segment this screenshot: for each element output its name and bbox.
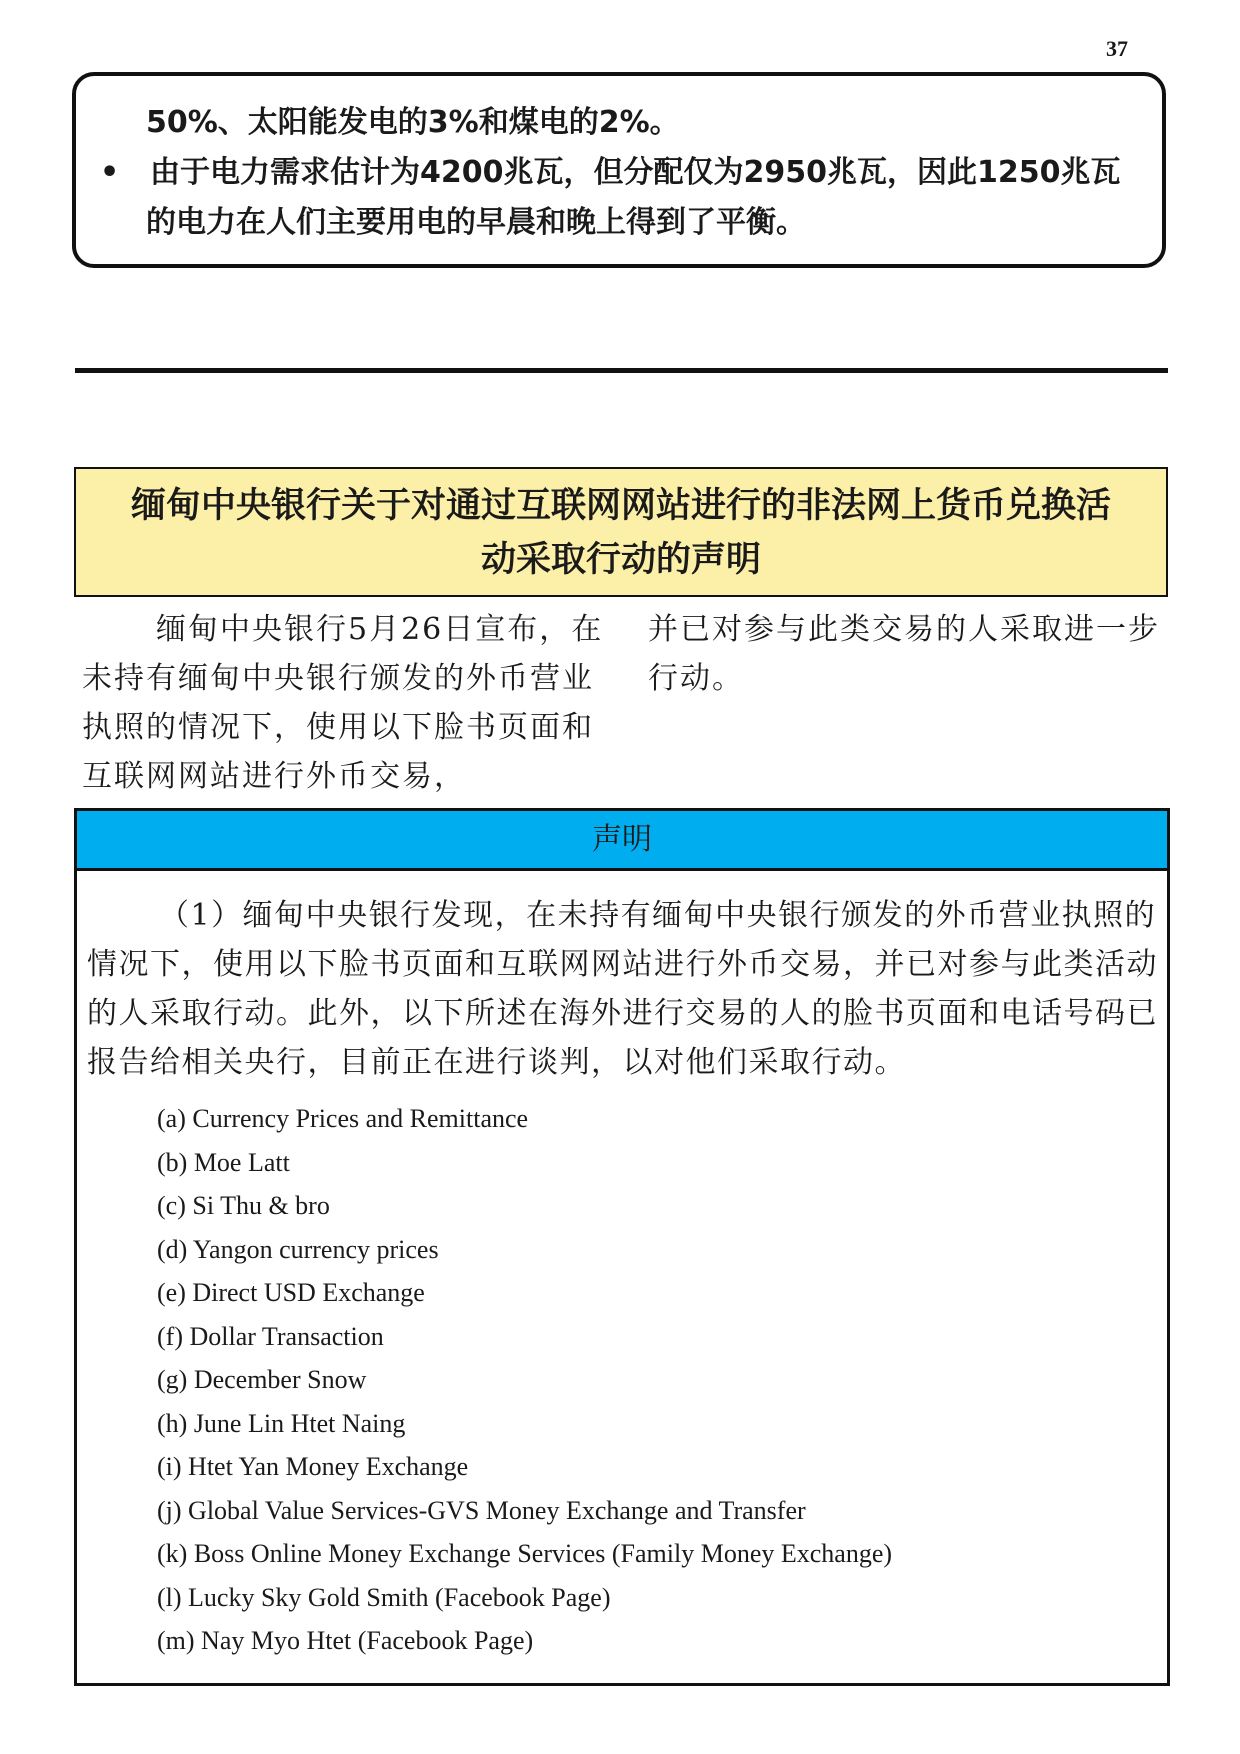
- section-divider: [75, 368, 1168, 373]
- list-item: (d) Yangon currency prices: [157, 1234, 439, 1264]
- list-item: (j) Global Value Services-GVS Money Exchange and Transfer: [157, 1495, 806, 1525]
- callout-bullet-item: [96, 148, 1142, 198]
- list-item: (k) Boss Online Money Exchange Services (Family Money Exchange): [157, 1539, 893, 1568]
- list-item: (f) Dollar Transaction: [157, 1321, 384, 1351]
- declaration-header: 声明: [77, 811, 1167, 871]
- intro-right-column: 并已对参与此类交易的人采取进一步行动。: [648, 612, 1160, 696]
- list-item: (b) Moe Latt: [157, 1147, 290, 1177]
- intro-left-column: 缅甸中央银行5月26日宣布，在未持有缅甸中央银行颁发的外币营业执照的情况下，使用以下脸书页面和互联网网站进行外币交易，: [82, 612, 604, 794]
- headline-line: 动采取行动的声明: [480, 540, 761, 580]
- callout-line: 50%、太阳能发电的3%和煤电的2%。: [146, 105, 680, 140]
- list-item: (h) June Lin Htet Naing: [157, 1408, 406, 1438]
- list-item: (c) Si Thu & bro: [157, 1191, 330, 1220]
- page-number: 37: [1106, 36, 1128, 61]
- list-item: (l) Lucky Sky Gold Smith (Facebook Page): [157, 1582, 611, 1612]
- article-headline: [74, 467, 1168, 597]
- declaration-paragraph: （1）缅甸中央银行发现，在未持有缅甸中央银行颁发的外币营业执照的情况下，使用以下脸书页面和互联网网站进行外币交易，并已对参与此类活动的人采取行动。此外，以下所述在海外进行交易的人的脸书页面和电话号码已报告给相关央行，目前正在进行谈判，以对他们采取行动。: [87, 898, 1158, 1080]
- list-item: (m) Nay Myo Htet (Facebook Page): [157, 1626, 534, 1655]
- callout-line: 由于电力需求估计为4200兆瓦，但分配仅为2950兆瓦，因此1250兆瓦: [150, 155, 1121, 190]
- callout-box: [72, 72, 1166, 268]
- list-item: (i) Htet Yan Money Exchange: [157, 1452, 469, 1481]
- callout-line: 的电力在人们主要用电的早晨和晚上得到了平衡。: [146, 205, 806, 240]
- list-item: (a) Currency Prices and Remittance: [157, 1104, 529, 1133]
- intro-columns: [82, 605, 1168, 801]
- bullet-icon: •: [100, 155, 120, 190]
- list-item: (e) Direct USD Exchange: [157, 1278, 425, 1307]
- list-item: (g) December Snow: [157, 1365, 367, 1394]
- facebook-page-list: [77, 1097, 1167, 1663]
- declaration-box: [74, 808, 1170, 1686]
- headline-line: 缅甸中央银行关于对通过互联网网站进行的非法网上货币兑换活: [130, 486, 1111, 526]
